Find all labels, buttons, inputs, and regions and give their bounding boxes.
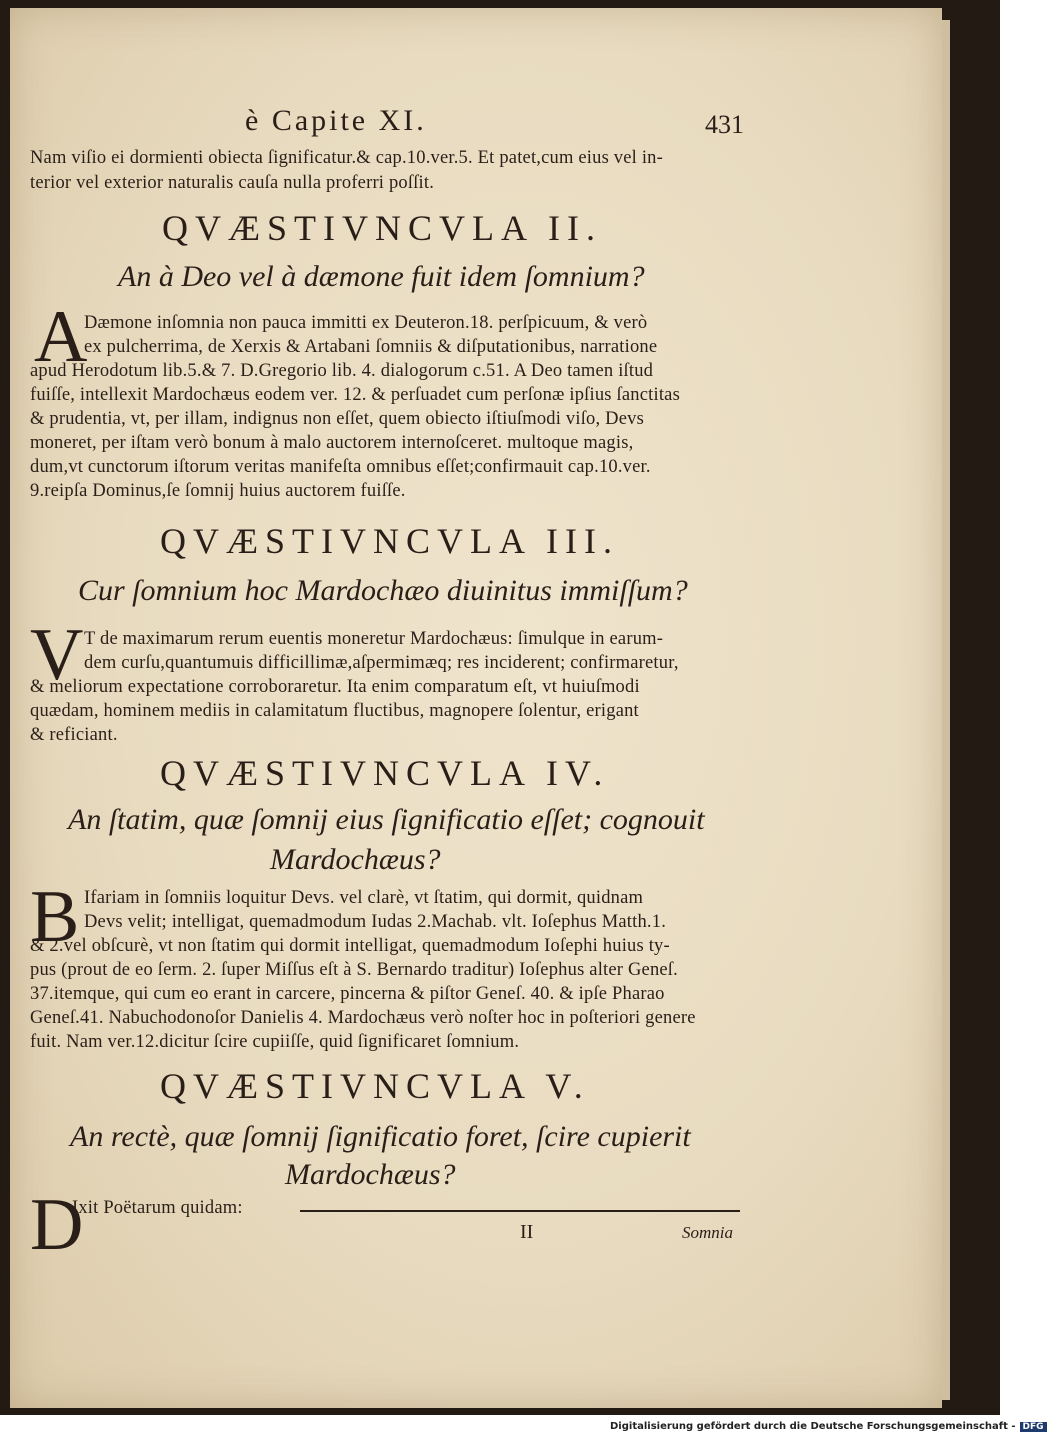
page-edge <box>942 20 950 1400</box>
drop-cap: A <box>34 296 88 378</box>
section-subtitle: An rectè, quæ ſomnij ſignificatio foret, ſcire cupierit <box>70 1120 691 1153</box>
text-line: 9.reipſa Dominus,ſe ſomnij huius auctorem fuiſſe. <box>30 481 406 501</box>
section-subtitle: An ſtatim, quæ ſomnij eius ſignificatio eſſet; cognouit <box>68 803 705 836</box>
text-line: & 2.vel obſcurè, vt non ſtatim qui dormit intelligat, quemadmodum Ioſephi huius ty- <box>30 936 670 956</box>
section-heading: QVÆSTIVNCVLA V. <box>160 1066 590 1106</box>
text-line: Ixit Poëtarum quidam: <box>72 1198 243 1218</box>
text-line: Devs velit; intelligat, quemadmodum Iudas 2.Machab. vlt. Ioſephus Matth.1. <box>84 912 667 932</box>
text-line: moneret, per iſtam verò bonum à malo auctorem internoſceret. multoque magis, <box>30 433 634 453</box>
text-line: & reficiant. <box>30 725 118 745</box>
text-line: Geneſ.41. Nabuchodonoſor Danielis 4. Mardochæus verò noſter hoc in poſteriori genere <box>30 1008 696 1028</box>
text-line: ex pulcherrima, de Xerxis & Artabani ſomniis & diſputationibus, narratione <box>84 337 658 357</box>
text-line: Nam viſio ei dormienti obiecta ſignificatur.& cap.10.ver.5. Et patet,cum eius vel in- <box>30 148 663 168</box>
text-line: fuiſſe, intellexit Mardochæus eodem ver. 12. & perſuadet cum perſonæ ipſius ſanctitas <box>30 385 680 405</box>
section-subtitle: An à Deo vel à dæmone fuit idem ſomnium? <box>118 260 645 293</box>
drop-cap: V <box>30 614 84 696</box>
text-line: pus (prout de eo ſerm. 2. ſuper Miſſus eſt à S. Bernardo traditur) Ioſephus alter Geneſ. <box>30 960 678 980</box>
section-subtitle: Cur ſomnium hoc Mardochæo diuinitus immiſſum? <box>78 574 688 607</box>
drop-cap: D <box>30 1184 84 1266</box>
text-line: terior vel exterior naturalis cauſa nulla proferri poſſit. <box>30 173 435 193</box>
dfg-logo: DFG <box>1020 1422 1047 1432</box>
signature-mark: II <box>520 1221 534 1243</box>
text-line: Dæmone inſomnia non pauca immitti ex Deuteron.18. perſpicuum, & verò <box>84 313 648 333</box>
text-line: quædam, hominem mediis in calamitatum fluctibus, magnopere ſolentur, erigant <box>30 701 639 721</box>
running-title: è Capite XI. <box>245 104 427 137</box>
text-line: 37.itemque, qui cum eo erant in carcere, pincerna & piſtor Geneſ. 40. & ipſe Pharao <box>30 984 665 1004</box>
section-subtitle: Mardochæus? <box>285 1158 456 1191</box>
text-line: & prudentia, vt, per illam, indignus non eſſet, quem obiecto iſtiuſmodi viſo, Devs <box>30 409 644 429</box>
text-line: fuit. Nam ver.12.dicitur ſcire cupiiſſe, quid ſignificaret ſomnium. <box>30 1032 520 1052</box>
text-line: dem curſu,quantumuis difficillimæ,aſpermimæq; res inciderent; confirmaretur, <box>84 653 679 673</box>
text-line: & meliorum expectatione corroboraretur. Ita enim comparatum eſt, vt huiuſmodi <box>30 677 640 697</box>
section-heading: QVÆSTIVNCVLA III. <box>160 521 619 561</box>
digitization-footer <box>610 1421 1047 1432</box>
horizontal-rule <box>300 1210 740 1212</box>
text-line: Ifariam in ſomniis loquitur Devs. vel clarè, vt ſtatim, qui dormit, quidnam <box>84 888 644 908</box>
page-number: 431 <box>705 110 744 139</box>
text-line: T de maximarum rerum euentis moneretur Mardochæus: ſimulque in earum- <box>84 629 664 649</box>
drop-cap: B <box>30 876 80 958</box>
text-line: apud Herodotum lib.5.& 7. D.Gregorio lib. 4. dialogorum c.51. A Deo tamen iſtud <box>30 361 654 381</box>
section-subtitle: Mardochæus? <box>270 843 441 876</box>
footer-text: Digitalisierung gefördert durch die Deutsche Forschungsgemeinschaft - <box>610 1421 1016 1432</box>
section-heading: QVÆSTIVNCVLA II. <box>162 208 602 248</box>
text-line: dum,vt cunctorum iſtorum veritas manifeſta omnibus eſſet;confirmauit cap.10.ver. <box>30 457 651 477</box>
section-heading: QVÆSTIVNCVLA IV. <box>160 753 610 793</box>
catchword: Somnia <box>682 1223 733 1242</box>
